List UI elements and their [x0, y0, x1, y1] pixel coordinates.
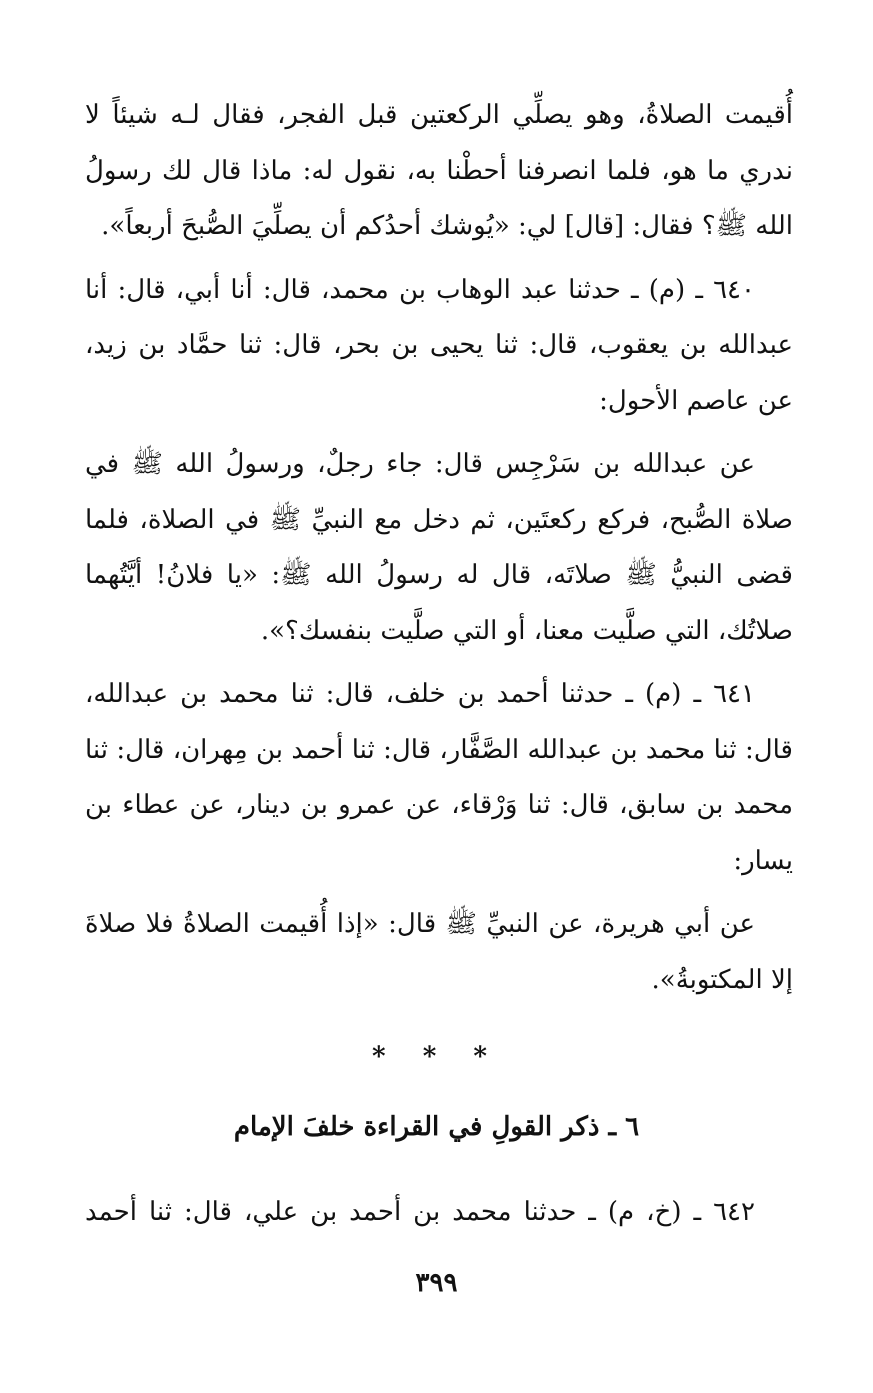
hadith-642-chain-start: ٦٤٢ ـ (خ، م) ـ حدثنا محمد بن أحمد بن علي، قال: ثنا أحمد: [85, 1197, 755, 1227]
page-number: ٣٩٩: [415, 1268, 458, 1298]
hadith-641-text: عن أبي هريرة، عن النبيِّ ﷺ قال: «إذا أُقيمت الصلاةُ فلا صلاةَ إلا المكتوبةُ».: [85, 909, 793, 995]
hadith-640-chain: ٦٤٠ ـ (م) ـ حدثنا عبد الوهاب بن محمد، قال: أنا أبي، قال: أنا عبدالله بن يعقوب، قال: ثنا يحيى بن بحر، قال: ثنا حمَّاد بن زيد، عن عاصم الأحول:: [85, 274, 793, 416]
paragraph-continuation: أُقيمت الصلاةُ، وهو يصلِّي الركعتين قبل الفجر، فقال لـه شيئاً لا ندري ما هو، فلما انصرفنا أحطْنا به، نقول له: ماذا قال لك رسولُ الله ﷺ؟ فقال: [قال] لي: «يُوشك أحدُكم أن يصلِّيَ الصُّبحَ أربعاً».: [85, 100, 793, 241]
hadith-640-text: عن عبدالله بن سَرْجِس قال: جاء رجلٌ، ورسولُ الله ﷺ في صلاة الصُّبح، فركع ركعتَين، ثم دخل مع النبيِّ ﷺ في الصلاة، فلما قضى النبيُّ ﷺ صلاتَه، قال له رسولُ الله ﷺ: «يا فلانُ! أيَّتُهما صلاتُك، التي صلَّيت معنا، أو التي صلَّيت بنفسك؟».: [85, 449, 793, 646]
hadith-641-chain: ٦٤١ ـ (م) ـ حدثنا أحمد بن خلف، قال: ثنا محمد بن عبدالله، قال: ثنا محمد بن عبدالله الصَّفَّار، قال: ثنا أحمد بن مِهران، قال: ثنا محمد بن سابق، قال: ثنا وَرْقاء، عن عمرو بن دينار، عن عطاء بن يسار:: [85, 679, 793, 876]
body-text: [85, 88, 793, 1008]
section-separator: * * *: [372, 1042, 501, 1072]
section-heading: ٦ ـ ذكر القولِ في القراءة خلفَ الإمام: [233, 1112, 640, 1142]
